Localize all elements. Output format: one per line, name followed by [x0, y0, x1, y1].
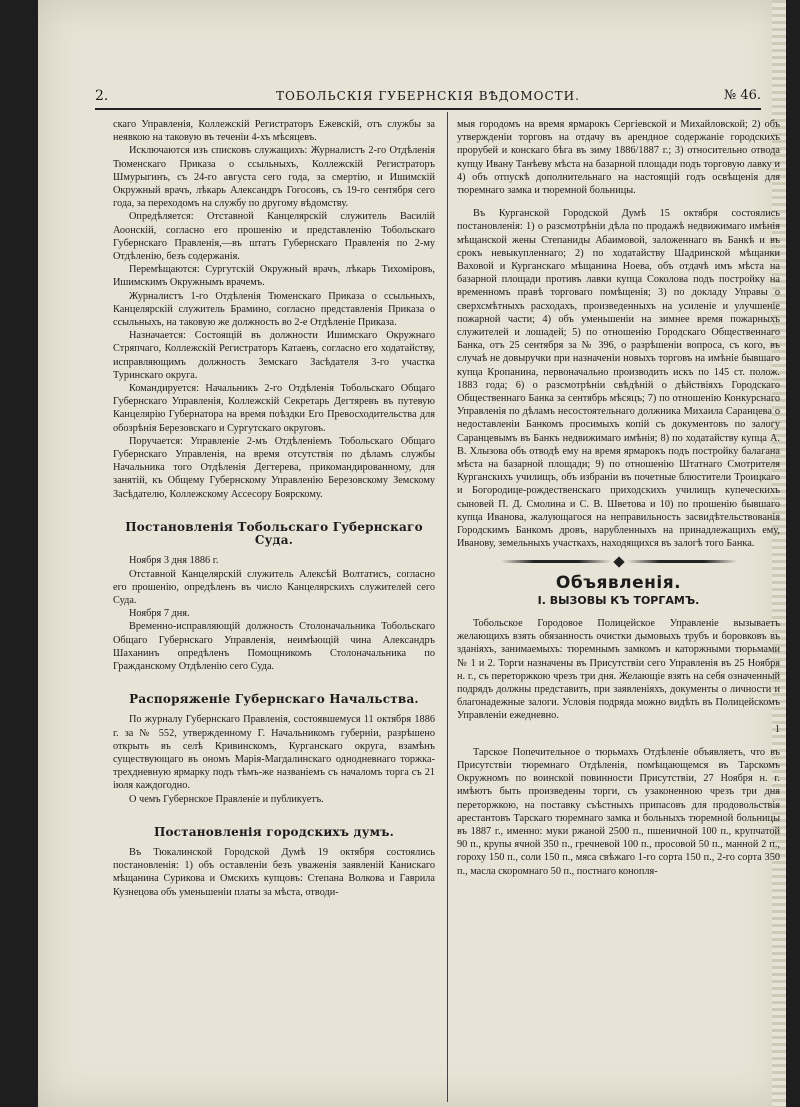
paragraph: Журналистъ 1-го Отдѣленія Тюменскаго Приказа о ссыльныхъ, Канцелярскій служитель Брамино, согласно представленія Приказа о ссыльныхъ, на таковую же должность во 2-е Отдѣленіе Приказа. [113, 290, 435, 329]
paragraph: Назначается: Состоящій въ должности Ишимскаго Окружнаго Стряпчаго, Коллежскій Регистраторъ Катаевъ, согласно его ходатайству, исправляющимъ должность Земскаго Засѣдателя 3-го участка Туринскаго округа. [113, 330, 435, 381]
ornament-divider [457, 555, 780, 569]
page-header [95, 88, 761, 108]
paragraph: О чемъ Губернское Правленіе и публикуетъ. [129, 793, 324, 805]
issue-number: № 46. [723, 88, 761, 103]
paragraph: скаго Управленія, Коллежскій Регистраторъ Ежевскій, отъ службы за неявкою на таковую въ теченіи 4-хъ мѣсяцевъ. [113, 119, 435, 144]
left-column [113, 118, 435, 1098]
paragraph: Опредѣляется: Отставной Канцелярскій служитель Василій Аоонскій, согласно его прошенію и представленію Тобольскаго Губернскаго Правленія,—въ штатъ Губернскаго Правленія по 2-му Отдѣленію, безъ содержанія. [113, 211, 435, 263]
section-heading: Постановленія Тобольскаго Губернскаго Суда. [125, 519, 423, 548]
paragraph: Тобольское Городовое Полицейское Управленіе вызываетъ желающихъ взять обязанность очистки дымовыхъ трубъ и боровковъ въ зданіяхъ, занимаемыхъ: тюремнымъ замкомъ и каторжными тюрьмами № 1 и 2. Торги назначены въ Присутствіи сего Управленія въ 25 Ноября н. г., съ переторжкою чрезъ три дня. Желающіе взять на себя означенный подрядъ должны представить, при заявленіяхъ, документы о личности и благонадежные залоги. Условія подряда можно видѣть въ Полицейскомъ Управленіи ежедневно. [457, 617, 780, 722]
date-line: Ноября 7 дня. [129, 608, 190, 620]
subsection-heading: I. ВЫЗОВЫ КЪ ТОРГАМЪ. [537, 593, 700, 607]
header-rule [95, 108, 761, 110]
paragraph: Командируется: Начальникъ 2-го Отдѣленія Тобольскаго Общаго Губернскаго Управленія, Коллежскій Секретарь Дегтяревъ въ путевую Канцелярію Губернатора на время поѣздки Его Превосходительства для обозрѣнія Березовскаго и Сургутскаго округовъ. [113, 383, 435, 434]
paragraph: Въ Тюкалинской Городской Думѣ 19 октября состоялись постановленія: 1) объ оставленіи безъ уваженія заявленій Канискаго мѣщанина Сурикова и Омскихъ купцовъ: Степана Волкова и Гаврила Кузнецова объ уменьшеніи платы за мѣста, отводи- [113, 846, 435, 898]
paragraph: По журналу Губернскаго Правленія, состоявшемуся 11 октября 1886 г. за № 552, утвержденному Г. Начальникомъ губерніи, разрѣшено открыть въ селѣ Кривинскомъ, Курганскаго округа, взамѣнъ существующаго въ ономъ Марія-Магдалинскаго однодневнаго торжка-трехдневную ярмарку подъ тѣмъ-же названіемъ съ началомъ торга съ 21 іюля каждогодно. [113, 714, 435, 792]
right-column [457, 118, 780, 1098]
paragraph: Временно-исправляющій должность Столоначальника Тобольскаго Общаго Губернскаго Управленія, неимѣющій чина Александръ Шаханинъ опредѣленъ Помощникомъ Столоначальника по Гражданскому Отдѣленію сего Суда. [113, 621, 435, 672]
paragraph: Въ Курганской Городской Думѣ 15 октября состоялись постановленія: 1) о разсмотрѣніи дѣла по продажѣ недвижимаго имѣнія мѣщанской жены Степаниды Абаимовой, заложеннаго въ Банкѣ и въ срокъ невыкупленнаго; 2) по ходатайству Шадринской мѣщанки Ваховой и Курганскаго мѣщанина Ноева, объ отдачѣ имъ мѣста на базарной площади противъ лавки купца Соколова подъ постройку на временномъ правѣ торговаго помѣщенія; 3) по докладу Управы о сверхсмѣтныхъ расходахъ, произведенныхъ на усиленіе и улучшеніе пожарной части; 4) объ уменьшеніи на зимнее время пожарныхъ служителей и лошадей; 5) по отношенію Городскаго Общественнаго Банка, отъ 25 сентября за № 396, о разрѣшеніи вопроса, съ кого, въ случаѣ не довыручки при назначеніи новыхъ торговъ на имѣніе бывшаго купца Кропанина, первоначально производить искъ по 145 ст. полож. 1883 года; 6) о разсмотрѣніи свѣдѣній о дѣйствіяхъ Городскаго Общественнаго Банка за сентябрь мѣсяцъ; 7) по отношенію Конкурснаго Управленія по дѣламъ несостоятельнаго должника Михаила Саранцева о недоставленіи Банкомъ просимыхъ копій съ документовъ по залогу Саранцевымъ въ Банкъ недвижимаго имѣнія; 8) по ходатайству купца А. В. Хлызова объ отводѣ ему на время ярмарокъ подъ постройку балагана мѣста на базарной площади; 9) по отношенію Штатнаго Смотрителя Курганскихъ училищъ, объ избраніи въ почетные блюстители Троицкаго и Богородице-рождественскаго приходскихъ училищъ купеческихъ сыновей П. Д. Смолина и С. В. Шветова и 10) по прошенію бывшаго купца Иванова, жалующагося на неправильность засвидѣтельствованія Городскимъ Банкомъ дровъ, нарубленныхъ на принадлежащихъ ему, Иванову, земельныхъ участкахъ, находящихся въ залогѣ того Банка. [457, 208, 780, 550]
paragraph: Исключаются изъ списковъ служащихъ: Журналистъ 2-го Отдѣленія Тюменскаго Приказа о ссыльныхъ, Коллежскій Регистраторъ Шмурыгинъ, съ 24-го августа сего года, за смертію, и Ишимскій Окружный врачъ, лѣкарь Александръ Гогосовъ, съ 19-го сентября сего года, за переходомъ на службу по другому вѣдомству. [113, 145, 435, 210]
paragraph: Отставной Канцелярскій служитель Алексѣй Волтатисъ, согласно его прошенію, опредѣленъ въ число Канцелярскихъ служителей сего Суда. [113, 568, 435, 606]
paragraph: Тарское Попечительное о тюрьмахъ Отдѣленіе объявляетъ, что въ Присутствіи тюремнаго Отдѣленія, помѣщающемся въ Тарскомъ Окружномъ по воинской повинности Присутствіи, 27 Ноября н. г. имѣютъ быть произведены торги, съ узаконенною чрезъ три дня переторжкою, на поставку съѣстныхъ припасовъ для продовольствія арестантовъ Тарскаго тюремнаго замка и больныхъ тюремной больницы въ 1887 г., именно: муки ржаной 2500 п., пшеничной 100 п., крупчатой 90 п., крупы ячной 350 п., гречневой 100 п., просовой 50 п., манной 2 п., гороху 150 п., соли 150 п., мяса свѣжаго 1-го сорта 150 п., 2-го сорта 350 п., масла скоромнаго 50 п., постнаго конопля- [457, 746, 780, 877]
insertion-mark: 1 [774, 723, 780, 735]
paragraph: мыя городомъ на время ярмарокъ Сергіевской и Михайловской; 2) объ утвержденіи торговъ на отдачу въ арендное содержаніе городскихъ прорубей и конскаго бѣга въ зиму 1886/1887 г.; 3) относительно отвода купцу Ивану Танѣеву мѣста на базарной площади подъ торговую лавку и 4) объ отпускѣ дополнительнаго на настоящій годъ освѣщенія для тюремнаго замка и тюремной больницы. [457, 119, 780, 197]
newspaper-title: ТОБОЛЬСКІЯ ГУБЕРНСКІЯ ВѢДОМОСТИ. [276, 89, 580, 103]
paragraph: Перемѣщаются: Сургутскій Окружный врачъ, лѣкарь Тихоміровъ, Ишимскимъ Окружнымъ врачемъ. [113, 264, 435, 289]
column-divider [447, 112, 448, 1102]
section-heading: Распоряженіе Губернскаго Начальства. [129, 692, 419, 707]
section-heading: Постановленія городскихъ думъ. [153, 824, 395, 839]
paragraph: Поручается: Управленіе 2-мъ Отдѣленіемъ Тобольскаго Общаго Губернскаго Управленія, на время отсутствія по дѣламъ службы Начальника того Отдѣленія Дегтерева, прикомандированному, для занятій, къ Общему Губернскому Управленію Березовскому Земскому Засѣдателю, Коллежскому Ассесору Боярскому. [113, 435, 435, 500]
date-line: Ноября 3 дня 1886 г. [129, 555, 219, 567]
page-number: 2. [95, 88, 109, 104]
announcements-heading: Объявленія. [555, 572, 682, 593]
